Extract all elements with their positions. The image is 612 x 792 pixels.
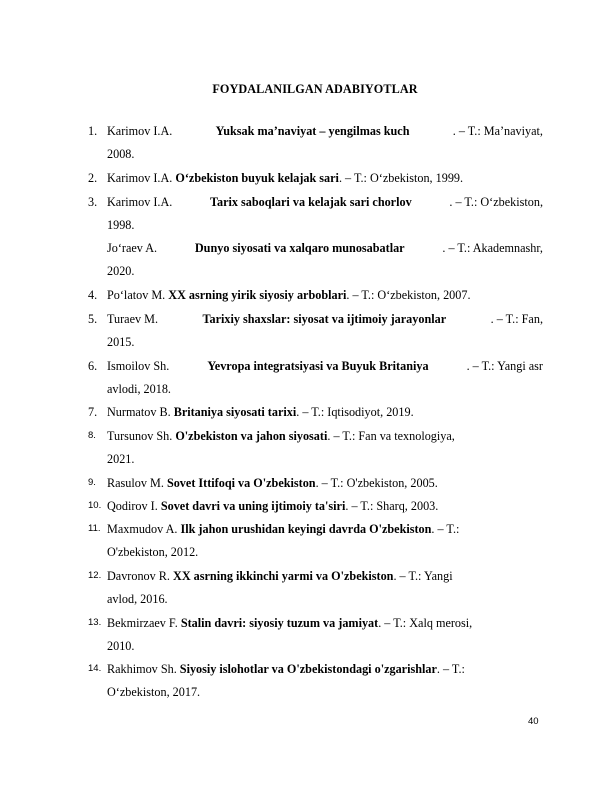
- reference-imprint: . – T.: O‘zbekiston,: [449, 195, 543, 209]
- reference-title: Dunyo siyosati va xalqaro munosabatlar: [194, 241, 405, 255]
- reference-continuation: O'zbekiston, 2012.: [107, 545, 199, 559]
- reference-imprint: . – T.: O'zbekiston, 2005.: [315, 476, 438, 490]
- reference-continuation: 1998.: [107, 218, 135, 232]
- reference-title: Tarix saboqlari va kelajak sari chorlov: [210, 195, 412, 209]
- page-number: 40: [528, 716, 539, 727]
- reference-author: Karimov I.A.: [107, 195, 173, 209]
- reference-imprint: . – T.: Yangi: [393, 569, 453, 583]
- reference-title: O‘zbekiston buyuk kelajak sari: [175, 171, 339, 185]
- reference-author: Tursunov Sh.: [107, 429, 173, 443]
- reference-author: Karimov I.A.: [107, 171, 173, 185]
- reference-imprint: . – T.: Akademnashr,: [442, 241, 543, 255]
- reference-imprint: . – T.: Ma’naviyat,: [452, 124, 543, 138]
- reference-number: 6.: [88, 359, 98, 373]
- reference-number: 7.: [88, 405, 98, 419]
- reference-continuation: avlod, 2016.: [107, 592, 168, 606]
- reference-imprint: . – T.: O‘zbekiston, 2007.: [346, 288, 471, 302]
- reference-author: Rasulov M.: [107, 476, 164, 490]
- reference-author: Turaev M.: [107, 312, 159, 326]
- reference-number: 1.: [88, 124, 98, 138]
- reference-author: Qodirov I.: [107, 499, 158, 513]
- reference-author: Karimov I.A.: [107, 124, 173, 138]
- reference-imprint: . – T.: Fan va texnologiya,: [327, 429, 455, 443]
- reference-continuation: 2015.: [107, 335, 135, 349]
- reference-author: Bekmirzaev F.: [107, 616, 178, 630]
- reference-number: 9.: [88, 477, 96, 488]
- reference-title: Britaniya siyosati tarixi: [173, 405, 297, 419]
- page-title: FOYDALANILGAN ADABIYOTLAR: [212, 82, 418, 96]
- reference-number: 2.: [88, 171, 98, 185]
- reference-title: Sovet Ittifoqi va O'zbekiston: [166, 476, 316, 490]
- reference-continuation: avlodi, 2018.: [107, 382, 171, 396]
- reference-number: 3.: [88, 195, 98, 209]
- reference-title: Stalin davri: siyosiy tuzum va jamiyat: [180, 616, 379, 630]
- reference-title: XX asrning ikkinchi yarmi va O'zbekiston: [173, 569, 394, 583]
- reference-author: Ismoilov Sh.: [107, 359, 170, 373]
- reference-imprint: . – T.: Xalq merosi,: [378, 616, 473, 630]
- reference-continuation: O‘zbekiston, 2017.: [107, 685, 201, 699]
- reference-imprint: . – T.: Yangi asr: [466, 359, 543, 373]
- reference-number: 13.: [88, 617, 102, 628]
- reference-imprint: . – T.: Sharq, 2003.: [345, 499, 439, 513]
- reference-title: Sovet davri va uning ijtimoiy ta'siri: [160, 499, 346, 513]
- reference-author: Davronov R.: [107, 569, 170, 583]
- reference-author: Po‘latov M.: [107, 288, 166, 302]
- reference-author: Rakhimov Sh.: [107, 662, 177, 676]
- reference-title: Tarixiy shaxslar: siyosat va ijtimoiy jarayonlar: [202, 312, 447, 326]
- reference-number: 14.: [88, 663, 102, 674]
- reference-author: Jo‘raev A.: [107, 241, 158, 255]
- reference-imprint: . – T.: O‘zbekiston, 1999.: [338, 171, 464, 185]
- reference-imprint: . – T.:: [431, 522, 460, 536]
- reference-number: 12.: [88, 570, 102, 581]
- reference-number: 10.: [88, 500, 102, 511]
- reference-number: 4.: [88, 288, 98, 302]
- reference-imprint: . – T.: Iqtisodiyot, 2019.: [296, 405, 414, 419]
- reference-number: 11.: [88, 523, 101, 534]
- reference-continuation: 2020.: [107, 264, 135, 278]
- reference-author: Maxmudov A.: [107, 522, 178, 536]
- reference-title: Yuksak ma’naviyat – yengilmas kuch: [215, 124, 410, 138]
- reference-title: Yevropa integratsiyasi va Buyuk Britaniya: [207, 359, 429, 373]
- reference-title: XX asrning yirik siyosiy arboblari: [168, 288, 347, 302]
- reference-continuation: 2021.: [107, 452, 135, 466]
- reference-title: O'zbekiston va jahon siyosati: [175, 429, 328, 443]
- reference-number: 8.: [88, 430, 96, 441]
- reference-imprint: . – T.: Fan,: [490, 312, 543, 326]
- reference-number: 5.: [88, 312, 98, 326]
- reference-title: Siyosiy islohotlar va O'zbekistondagi o'zgarishlar: [179, 662, 437, 676]
- reference-author: Nurmatov B.: [107, 405, 171, 419]
- reference-continuation: 2010.: [107, 639, 135, 653]
- reference-imprint: . – T.:: [436, 662, 465, 676]
- reference-title: Ilk jahon urushidan keyingi davrda O'zbekiston: [180, 522, 432, 536]
- reference-continuation: 2008.: [107, 147, 135, 161]
